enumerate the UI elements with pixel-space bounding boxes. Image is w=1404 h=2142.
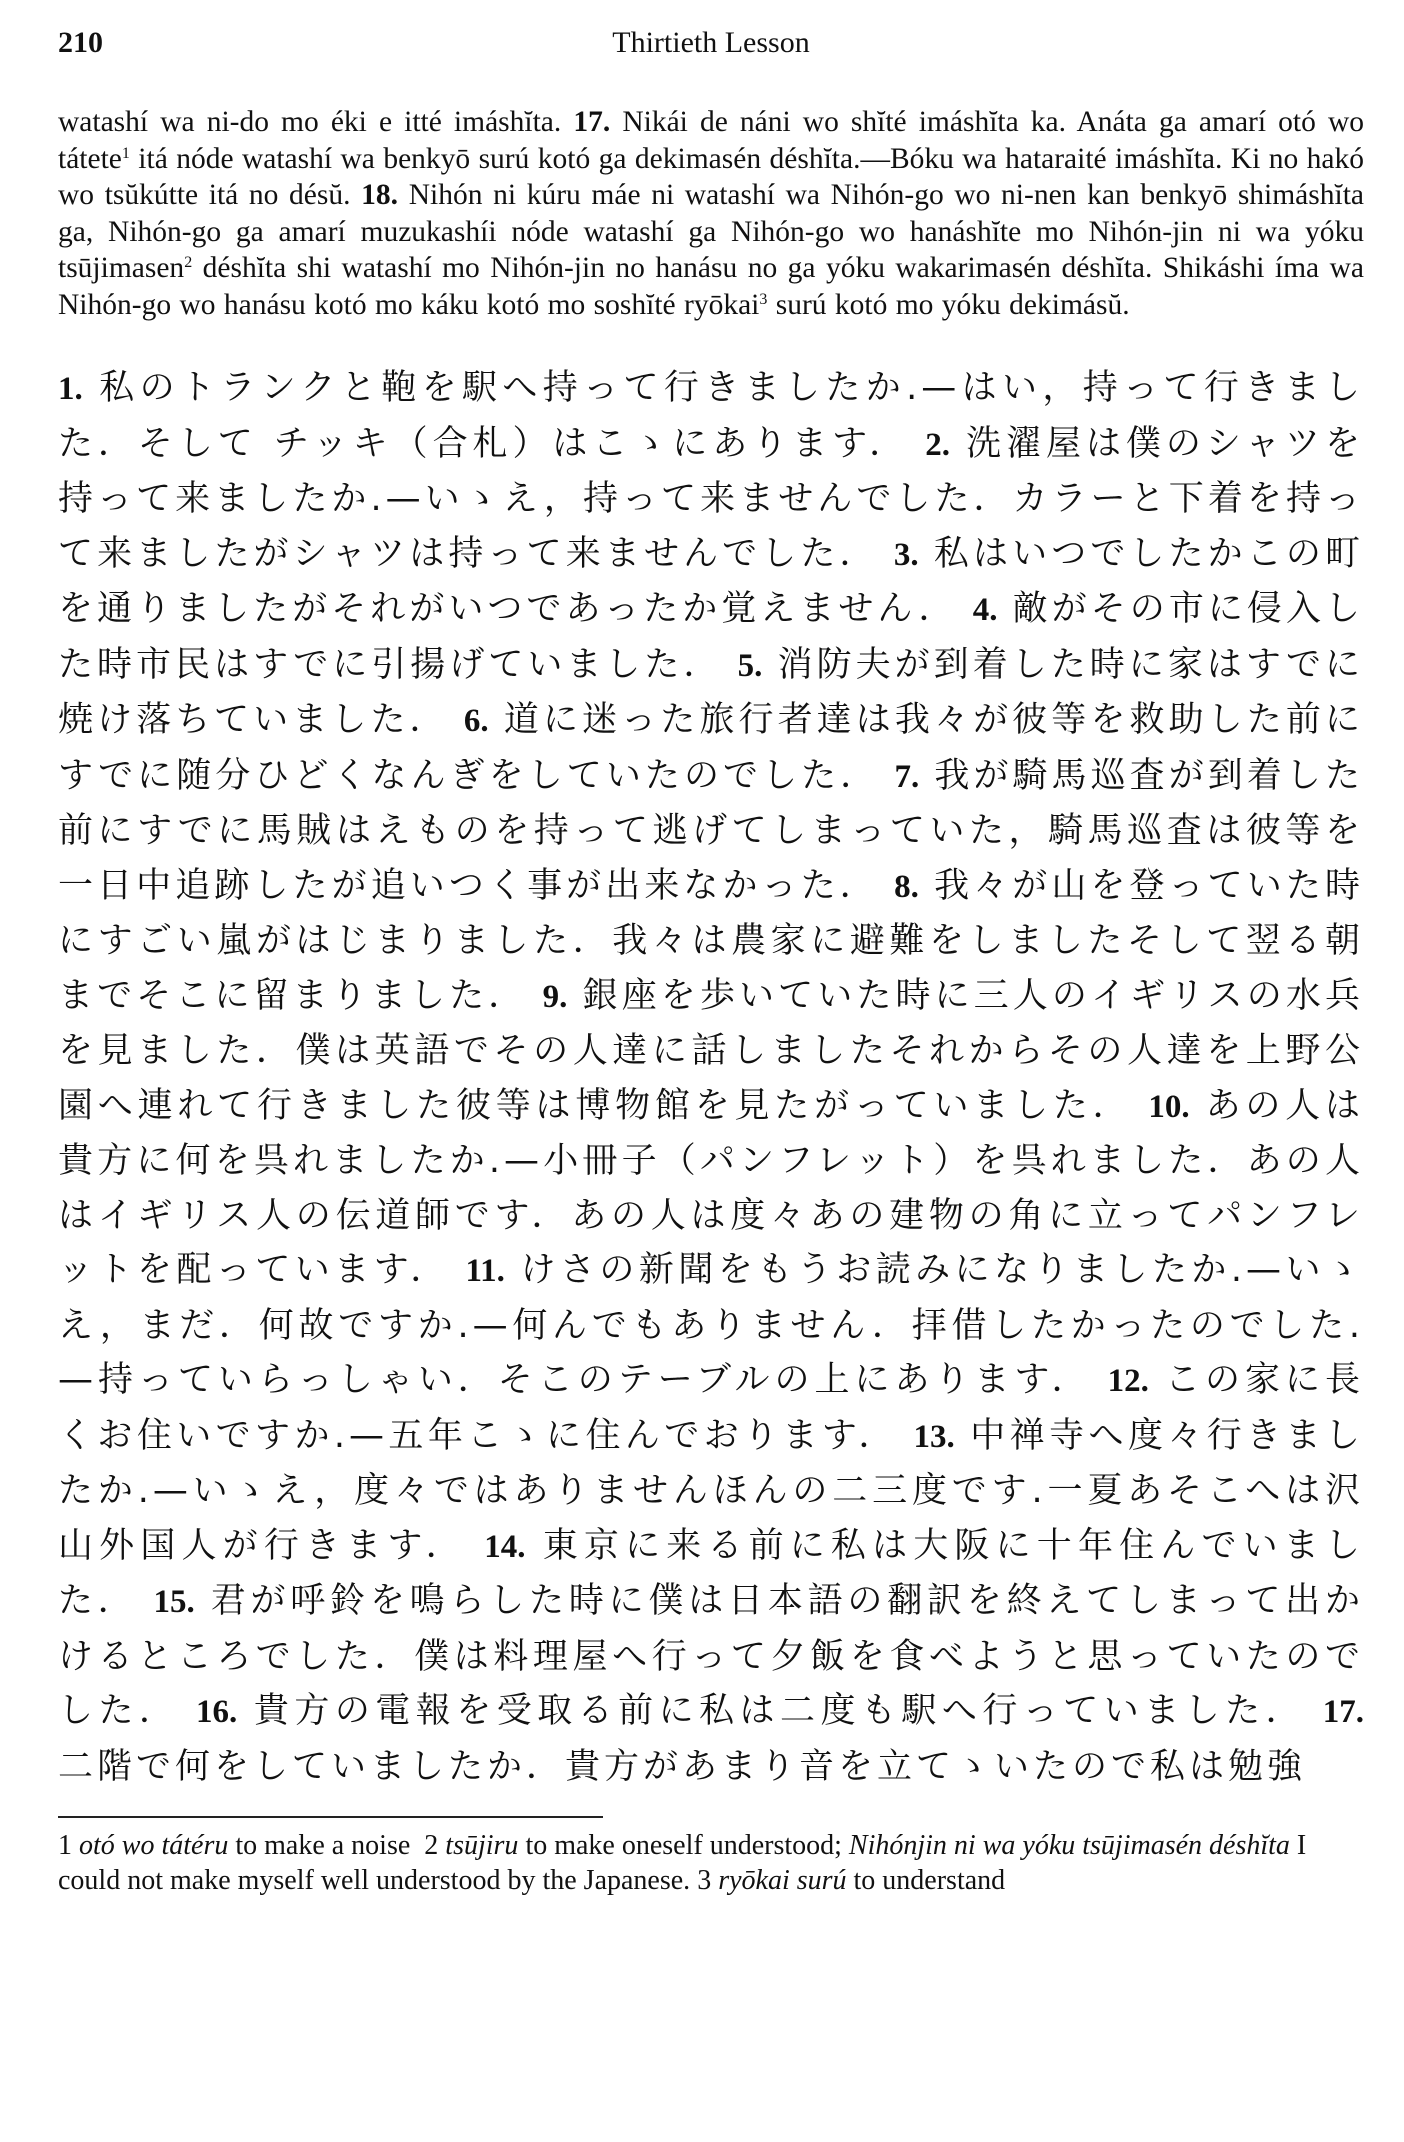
japanese-sentence: 銀座を歩いていた時に三人のイギリスの水兵を見ました．僕は英語でその人達に話しましたそれからその人達を上野公園へ連れて行きました彼等は博物館を見たがっていました．: [58, 975, 1364, 1126]
footnote-3-term: ryōkai surú: [718, 1865, 847, 1896]
sentence-number: 17.: [1322, 1694, 1364, 1730]
footnote-ref-3: 3: [759, 290, 768, 308]
sentence-number: 3.: [893, 536, 919, 573]
japanese-sentence: 道に迷った旅行者達は我々が彼等を救助した前にすでに随分ひどくなんぎをしていたのでした．: [58, 700, 1364, 796]
japanese-sentence: 我が騎馬巡査が到着した前にすでに馬賊はえものを持って逃げてしまっていた，騎馬巡査は彼等を一日中追跡したが追いつく事が出来なかった．: [58, 755, 1364, 906]
sentence-number: 13.: [913, 1418, 955, 1455]
sentence-number: 14.: [484, 1528, 526, 1565]
footnote-divider: [58, 1816, 603, 1818]
sentence-number: 1.: [58, 371, 83, 407]
japanese-sentence: 消防夫が到着した時に家はすでに焼け落ちていました．: [58, 644, 1364, 740]
sentence-number: 11.: [465, 1253, 505, 1289]
japanese-sentence: 君が呼鈴を鳴らした時に僕は日本語の翻訳を終えてしまって出かけるところでした．僕は料理屋へ行って夕飯を食べようと思っていたのでした．: [58, 1581, 1364, 1731]
japanese-exercise: [58, 361, 1364, 1794]
sentence-number: 2.: [925, 426, 951, 463]
japanese-sentence: 私はいつでしたかこの町を通りましたがそれがいつであったか覚えません．: [58, 533, 1364, 629]
footnote-2-example: Nihónjin ni wa yóku tsūjimasén déshĭta: [848, 1830, 1290, 1861]
page-number: 210: [58, 26, 103, 59]
romaji-18-part-c: surú kotó mo yóku dekimásŭ.: [775, 288, 1130, 321]
page-header: [58, 26, 1364, 80]
romaji-paragraph: [58, 104, 1364, 323]
footnotes-text: [58, 1828, 1364, 1898]
japanese-sentence: けさの新聞をもうお読みになりましたか.—いゝえ，まだ．何故ですか.—何んでもありません．拝借したかったのでした.—持っていらっしゃい．そこのテーブルの上にあります．: [58, 1250, 1364, 1400]
footnote-ref-1: 1: [121, 144, 130, 162]
japanese-sentence: 二階で何をしていましたか．貴方があまり音を立てゝいたので私は勉強: [58, 1746, 1307, 1787]
romaji-17-part-a: Nikái de náni wo shĭté imáshĭta ka. Anáta ga amarí otó wo tátete: [58, 106, 1365, 175]
sentence-number: 10.: [1148, 1088, 1190, 1125]
footnote-2-definition: to make oneself understood;: [525, 1830, 842, 1861]
footnote-2-number: 2: [424, 1830, 439, 1861]
japanese-sentence: 我々が山を登っていた時にすごい嵐がはじまりました．我々は農家に避難をしましたそして翌る朝までそこに留まりました．: [58, 865, 1364, 1016]
romaji-intro: watashí wa ni-do mo éki e itté imáshĭta.: [58, 106, 562, 138]
sentence-number: 12.: [1107, 1363, 1149, 1399]
romaji-17-part-b: itá nóde watashí wa benkyō surú kotó ga dekimasén déshĭta.—Bóku wa hataraité imáshĭta. Ki no hakó wo tsŭkútte itá no désŭ.: [58, 142, 1364, 211]
footnote-2-example-translation: I could not make myself well understood by the Japanese.: [58, 1830, 1307, 1896]
japanese-sentence: 東京に来る前に私は大阪に十年住んでいました．: [58, 1525, 1364, 1621]
footnote-1-term: otó wo tátéru: [79, 1830, 229, 1861]
footnote-ref-2: 2: [184, 254, 193, 271]
japanese-sentence: 貴方の電報を受取る前に私は二度も駅へ行っていました．: [253, 1691, 1307, 1731]
footnote-1-number: 1: [58, 1830, 72, 1861]
japanese-sentence: 敵がその市に侵入した時市民はすでに引揚げていました．: [58, 589, 1364, 685]
footnote-3-definition: to understand: [853, 1865, 1006, 1896]
sentence-number: 8.: [894, 868, 919, 905]
item-number-17: 17.: [573, 106, 611, 138]
book-page: [58, 26, 1364, 2126]
footnote-3-number: 3: [697, 1865, 712, 1896]
footnote-1-definition: to make a noise: [235, 1830, 411, 1861]
sentence-number: 4.: [972, 592, 998, 628]
romaji-passage: [58, 104, 1364, 323]
romaji-18-part-b: déshĭta shi watashí mo Nihón-jin no hanásu no ga yóku wakarimasén déshĭta. Shikáshi íma wa Nihón-go wo hanásu kotó mo káku kotó mo soshĭté ryōkai: [58, 252, 1364, 321]
japanese-sentence: 中禅寺へ度々行きましたか.—いゝえ，度々ではありませんほんの二三度です.一夏あそこへは沢山外国人が行きます．: [58, 1415, 1364, 1566]
sentence-number: 7.: [894, 758, 920, 795]
romaji-18-part-a: Nihón ni kúru máe ni watashí wa Nihón-go wo ni-nen kan benkyō shimáshĭta ga, Nihón-go ga amarí muzukashíi nóde watashí ga Nihón-go wo hanáshĭte mo Nihón-jin ni wa yóku tsūjimasen: [58, 179, 1364, 284]
sentence-number: 16.: [196, 1694, 238, 1730]
sentence-number: 5.: [737, 647, 763, 684]
sentence-number: 6.: [463, 703, 489, 739]
sentence-number: 15.: [153, 1584, 195, 1620]
item-number-18: 18.: [361, 179, 399, 211]
japanese-sentence: この家に長くお住いですか.—五年こゝに住んでおります．: [58, 1360, 1364, 1456]
footnotes: [58, 1828, 1364, 1898]
footnote-2-term: tsūjiru: [445, 1830, 519, 1861]
running-title: Thirtieth Lesson: [612, 26, 810, 59]
japanese-sentence: 洗濯屋は僕のシャツを持って来ましたか.—いゝえ，持って来ませんでした．カラーと下着を持って来ましたがシャツは持って来ませんでした．: [58, 423, 1364, 574]
japanese-paragraph: [58, 361, 1364, 1794]
japanese-sentence: 私のトランクと鞄を駅へ持って行きましたか.—はい，持って行きました．そして チッキ（合札）はこゝにあります．: [58, 368, 1364, 464]
japanese-sentence: あの人は貴方に何を呉れましたか.—小冊子（パンフレット）を呉れました．あの人はイギリス人の伝道師です．あの人は度々あの建物の角に立ってパンフレットを配っています．: [58, 1085, 1364, 1290]
sentence-number: 9.: [542, 978, 568, 1015]
